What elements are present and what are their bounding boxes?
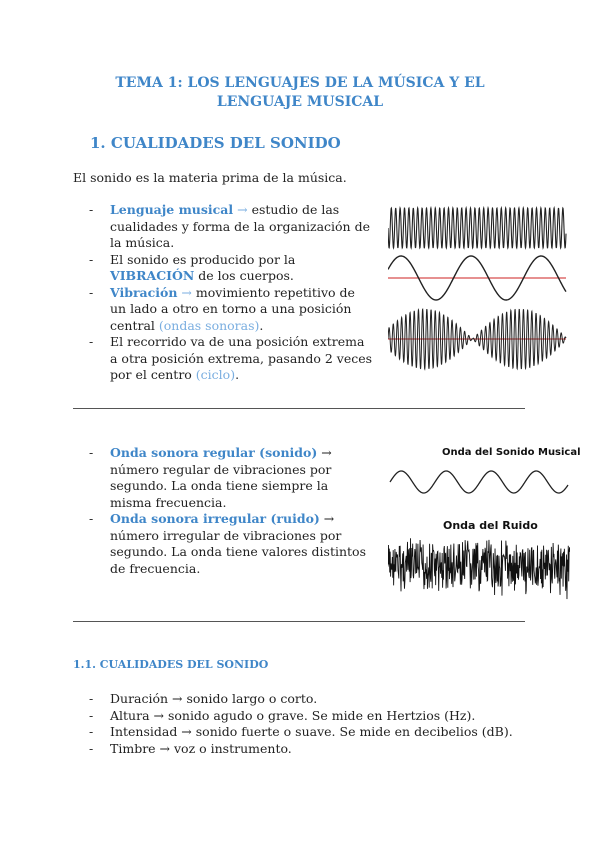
qualities-list	[73, 691, 533, 757]
noise-wave	[388, 538, 570, 599]
arrow: →	[233, 202, 252, 217]
arrow: →	[319, 511, 335, 526]
label-sound-wave: Onda del Sonido Musical	[442, 447, 581, 458]
title-line-1: TEMA 1: LOS LENGUAJES DE LA MÚSICA Y EL	[115, 75, 485, 91]
vibration-waves-figure	[388, 203, 568, 375]
label-noise-wave: Onda del Ruido	[443, 519, 538, 532]
intro-text: El sonido es la materia prima de la música.	[73, 170, 347, 185]
list-item	[73, 445, 373, 511]
term-vibracion: Vibración	[110, 284, 178, 300]
list-item	[73, 334, 373, 384]
list-item: - Duración → sonido largo o corto.	[73, 691, 533, 708]
term-vibracion-caps: VIBRACIÓN	[110, 268, 195, 283]
definition: estudio de las cualidades y forma de la organización de la música.	[110, 202, 370, 250]
divider	[73, 621, 525, 622]
list-item: - Timbre → voz o instrumento.	[73, 741, 533, 758]
term-onda-regular: Onda sonora regular (sonido)	[110, 445, 318, 460]
title-line-2: LENGUAJE MUSICAL	[216, 94, 384, 110]
page-title	[90, 74, 510, 112]
definition: movimiento repetitivo de un lado a otro en torno a una posición central	[110, 284, 355, 333]
vibration-list	[73, 202, 373, 384]
text: El sonido es producido por la	[110, 251, 296, 267]
list-item	[73, 285, 373, 335]
text: El recorrido va de una posición extrema a otra posición extrema, pasando 2 veces por el centro	[110, 334, 373, 382]
fast-wave	[388, 208, 566, 248]
note-ondas-sonoras: (ondas sonoras)	[158, 317, 260, 333]
term-onda-irregular: Onda sonora irregular (ruido)	[110, 511, 320, 526]
section-heading: 1. CUALIDADES DEL SONIDO	[90, 134, 341, 152]
wave-types-list	[73, 445, 373, 577]
list-item	[73, 252, 373, 285]
arrow: →	[177, 284, 196, 300]
arrow: →	[317, 445, 332, 460]
note-ciclo: (ciclo)	[195, 367, 236, 382]
sound-vs-noise-figure	[388, 462, 570, 602]
list-item: - Intensidad → sonido fuerte o suave. Se mide en decibelios (dB).	[73, 724, 533, 741]
sound-wave	[390, 471, 568, 493]
subsection-heading: 1.1. CUALIDADES DEL SONIDO	[73, 658, 269, 671]
end: .	[259, 317, 264, 333]
definition: número irregular de vibraciones por segundo. La onda tiene valores distintos de frecuencia.	[110, 527, 366, 576]
end: .	[235, 367, 240, 382]
list-item	[73, 202, 373, 252]
definition: número regular de vibraciones por segundo. La onda tiene siempre la misma frecuencia.	[110, 461, 332, 510]
divider	[73, 408, 525, 409]
list-item: - Altura → sonido agudo o grave. Se mide en Hertzios (Hz).	[73, 708, 533, 725]
list-item	[73, 511, 373, 577]
text: de los cuerpos.	[194, 268, 294, 283]
term-lenguaje-musical: Lenguaje musical	[110, 202, 234, 217]
